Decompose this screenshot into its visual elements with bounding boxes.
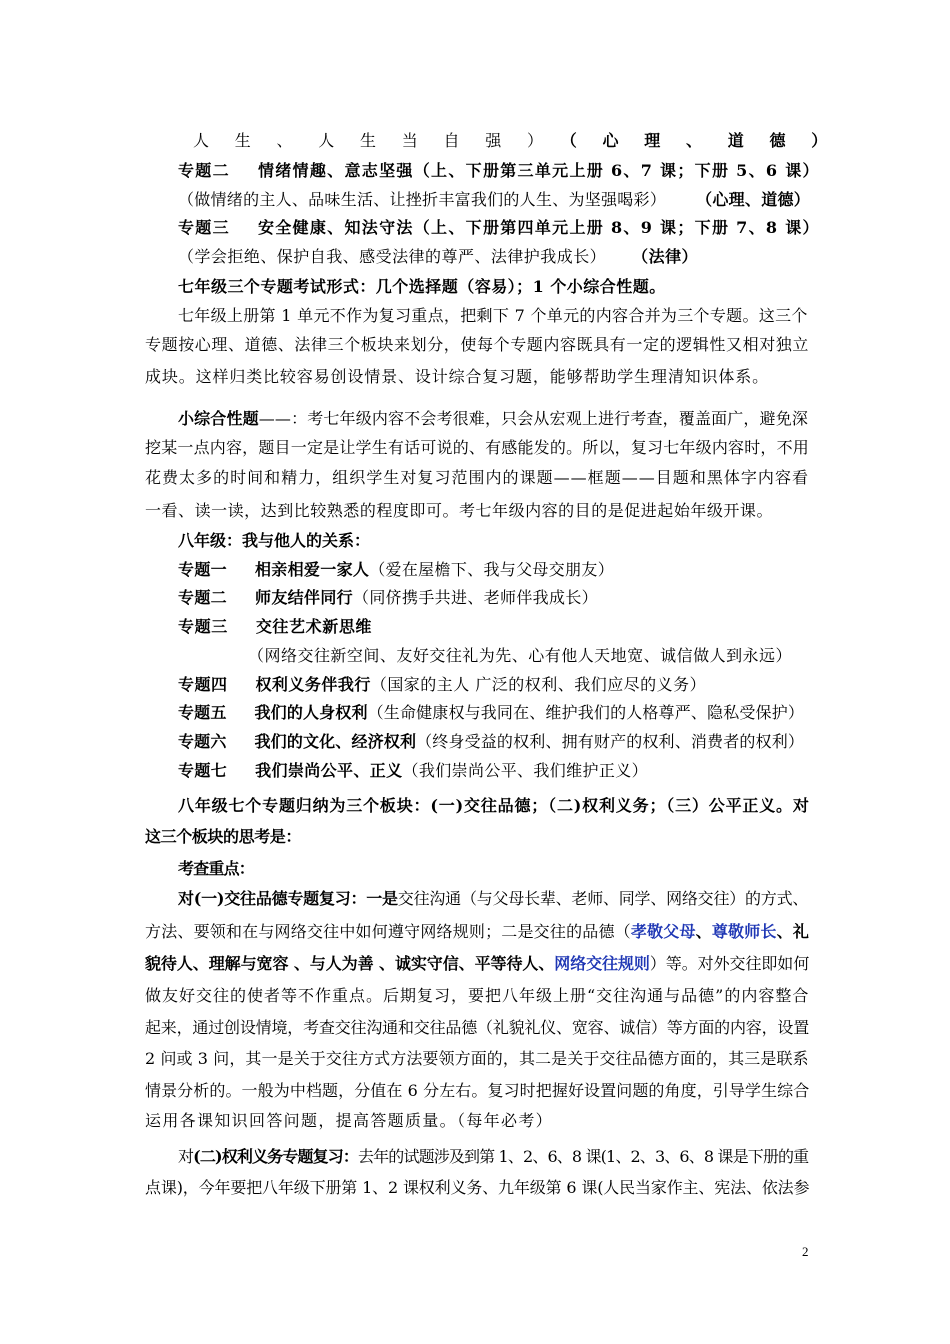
bold-text: 七年级三个专题考试形式：几个选择题（容易）；1 个小综合性题。 — [178, 277, 666, 296]
text-line-21 — [178, 731, 804, 753]
bold-text: 考查重点： — [178, 859, 255, 878]
bold-text: 安全健康、知法守法（上、下册第四单元上册 8、9 课；下册 7、8 课） — [257, 218, 820, 237]
text-segment: 对 — [178, 1147, 194, 1166]
highlighted-text: 网络交往规则 — [554, 954, 650, 973]
text-segment: 运用各课知识回答问题，提高答题质量。（每年必考） — [145, 1111, 553, 1130]
text-line-6 — [178, 276, 666, 298]
text-line-17 — [178, 616, 372, 638]
text-line-18 — [248, 645, 792, 667]
bold-text: 专题六 — [178, 732, 227, 751]
text-line-22 — [178, 760, 648, 782]
bold-text: 交往艺术新思维 — [255, 617, 373, 636]
text-segment: （同侪携手共进、老师伴我成长） — [353, 588, 598, 607]
bold-text: (二)权利义务专题复习： — [193, 1147, 359, 1166]
bold-text: 情绪情趣、意志坚强（上、下册第三单元上册 6、7 课；下册 5、6 课） — [257, 161, 820, 180]
text-segment: （爱在屋檐下、我与父母交朋友） — [369, 560, 615, 579]
bold-text: 小综合性题 — [178, 409, 259, 428]
text-line-15 — [178, 559, 614, 581]
bold-text: 专题三 — [178, 617, 228, 636]
text-segment: 2 问或 3 问，其一是关于交往方式方法要领方面的，其二是关于交往品德方面的，其三是联系 — [145, 1049, 809, 1068]
text-segment: 做友好交往的使者等不作重点。后期复习，要把八年级上册“交往沟通与品德”的内容整合 — [145, 986, 810, 1005]
bold-text: 师友结伴同行 — [255, 588, 353, 607]
text-line-11 — [145, 437, 809, 459]
bold-text: 我们的人身权利 — [254, 703, 368, 722]
bold-text: 专题七 — [178, 761, 228, 780]
text-segment: ）等。对外交往即如何 — [649, 954, 810, 973]
text-segment: （国家的主人 广泛的权利、我们应尽的义务） — [370, 675, 707, 694]
text-line-7 — [178, 305, 808, 327]
bold-text: 八年级七个专题归纳为三个板块：(一)交往品德；（二)权利义务；（三）公平正义。对 — [178, 796, 810, 815]
bold-text: 专题一 — [178, 560, 227, 579]
bold-text: 、礼 — [776, 922, 810, 941]
text-segment: 挖某一点内容，题目一定是让学生有话可说的、有感能发的。所以，复习七年级内容时，不用 — [145, 438, 809, 457]
text-segment: 成块。这样归类比较容易创设情景、设计综合复习题，能够帮助学生理清知识体系。 — [145, 367, 770, 386]
text-line-12 — [145, 467, 809, 489]
text-line-19 — [178, 674, 706, 696]
text-line-13 — [145, 500, 773, 522]
text-segment: （我们崇尚公平、我们维护正义） — [402, 761, 649, 780]
bold-text: （心理、道德） — [568, 131, 854, 150]
bold-text: 貌待人、理解与宽容 、与人为善 、诚实守信、平等待人、 — [145, 954, 555, 973]
text-segment: 情景分析的。一般为中档题，分值在 6 分左右。复习时把握好设置问题的角度，引导学生综合 — [145, 1081, 810, 1100]
page-number: 2 — [802, 1244, 809, 1259]
highlighted-text: 孝敬父母 — [630, 922, 696, 941]
text-segment: 一看、读一读，达到比较熟悉的程度即可。考七年级内容的目的是促进起始年级开课。 — [145, 501, 773, 520]
text-segment: （学会拒绝、保护自我、感受法律的尊严、法律护我成长） — [178, 247, 607, 266]
bold-text: 专题三 — [178, 218, 230, 237]
text-segment: 花费太多的时间和精力，组织学生对复习范围内的课题——框题——目题和黑体字内容看 — [145, 468, 810, 487]
text-segment: （做情绪的主人、品味生活、让挫折丰富我们的人生、为坚强喝彩） — [178, 190, 667, 209]
text-segment: 专题按心理、道德、法律三个板块来划分，使每个专题内容既具有一定的逻辑性又相对独立 — [145, 335, 810, 354]
text-line-34 — [178, 1146, 808, 1168]
text-line-25 — [178, 858, 254, 880]
text-line-26 — [178, 888, 808, 910]
bold-text: 权利义务伴我行 — [255, 675, 371, 694]
bold-text: 对(一)交往品德专题复习：一是 — [178, 889, 398, 908]
bold-text: 专题二 — [178, 161, 230, 180]
bold-text: 我们崇尚公平、正义 — [255, 761, 403, 780]
bold-text: 专题五 — [178, 703, 227, 722]
text-segment: （终身受益的权利、拥有财产的权利、消费者的权利） — [416, 732, 805, 751]
text-segment: 方法、要领和在与网络交往中如何遵守网络规则；二是交往的品德（ — [145, 922, 631, 941]
text-line-28 — [145, 953, 809, 975]
text-segment: （生命健康权与我同在、维护我们的人格尊严、隐私受保护） — [367, 703, 805, 722]
text-line-29 — [145, 985, 809, 1007]
bold-text: 八年级：我与他人的关系： — [178, 531, 371, 550]
text-line-32 — [145, 1080, 809, 1102]
text-segment: 人生、人生当自强） — [193, 131, 569, 150]
text-line-31 — [145, 1048, 809, 1070]
text-line-9 — [145, 366, 769, 388]
bold-text: （心理、道德） — [696, 190, 810, 209]
text-line-2 — [178, 160, 820, 182]
text-segment: ——：考七年级内容不会考很难，只会从宏观上进行考查，覆盖面广，避免深 — [258, 409, 809, 428]
text-line-24 — [145, 826, 301, 848]
bold-text: 这三个板块的思考是： — [145, 827, 302, 846]
text-line-14 — [178, 530, 370, 552]
bold-text: （法律） — [632, 247, 699, 266]
text-line-33 — [145, 1110, 553, 1132]
text-segment: 交往沟通（与父母长辈、老师、同学、网络交往）的方式、 — [397, 889, 809, 908]
bold-text: 我们的文化、经济权利 — [254, 732, 417, 751]
text-line-10 — [178, 408, 808, 430]
text-segment: 点课)，今年要把八年级下册第 1、2 课权利义务、九年级第 6 课(人民当家作主、宪法、依法参 — [145, 1178, 810, 1197]
text-line-4 — [178, 217, 820, 239]
text-line-20 — [178, 702, 804, 724]
text-line-23 — [178, 795, 810, 817]
text-segment: （网络交往新空间、友好交往礼为先、心有他人天地宽、诚信做人到永远） — [248, 646, 793, 665]
bold-text: 相亲相爱一家人 — [254, 560, 370, 579]
bold-text: 专题二 — [178, 588, 227, 607]
bold-text: 专题四 — [178, 675, 228, 694]
text-segment: 七年级上册第 1 单元不作为复习重点，把剩下 7 个单元的内容合并为三个专题。这三个 — [178, 306, 808, 325]
text-line-3 — [178, 189, 810, 211]
bold-text: 、 — [695, 922, 712, 941]
text-line-27 — [145, 921, 809, 943]
text-line-30 — [145, 1017, 809, 1039]
text-segment: 起来，通过创设情境，考查交往沟通和交往品德（礼貌礼仪、宽容、诚信）等方面的内容，设置 — [145, 1018, 810, 1037]
text-segment: 去年的试题涉及到第 1、2、6、8 课(1、2、3、6、8 课是下册的重 — [358, 1147, 809, 1166]
text-line-35 — [145, 1177, 809, 1199]
highlighted-text: 尊敬师长 — [711, 922, 777, 941]
text-line-5 — [178, 246, 698, 268]
text-line-1 — [193, 130, 853, 152]
text-line-16 — [178, 587, 598, 609]
text-line-8 — [145, 334, 809, 356]
